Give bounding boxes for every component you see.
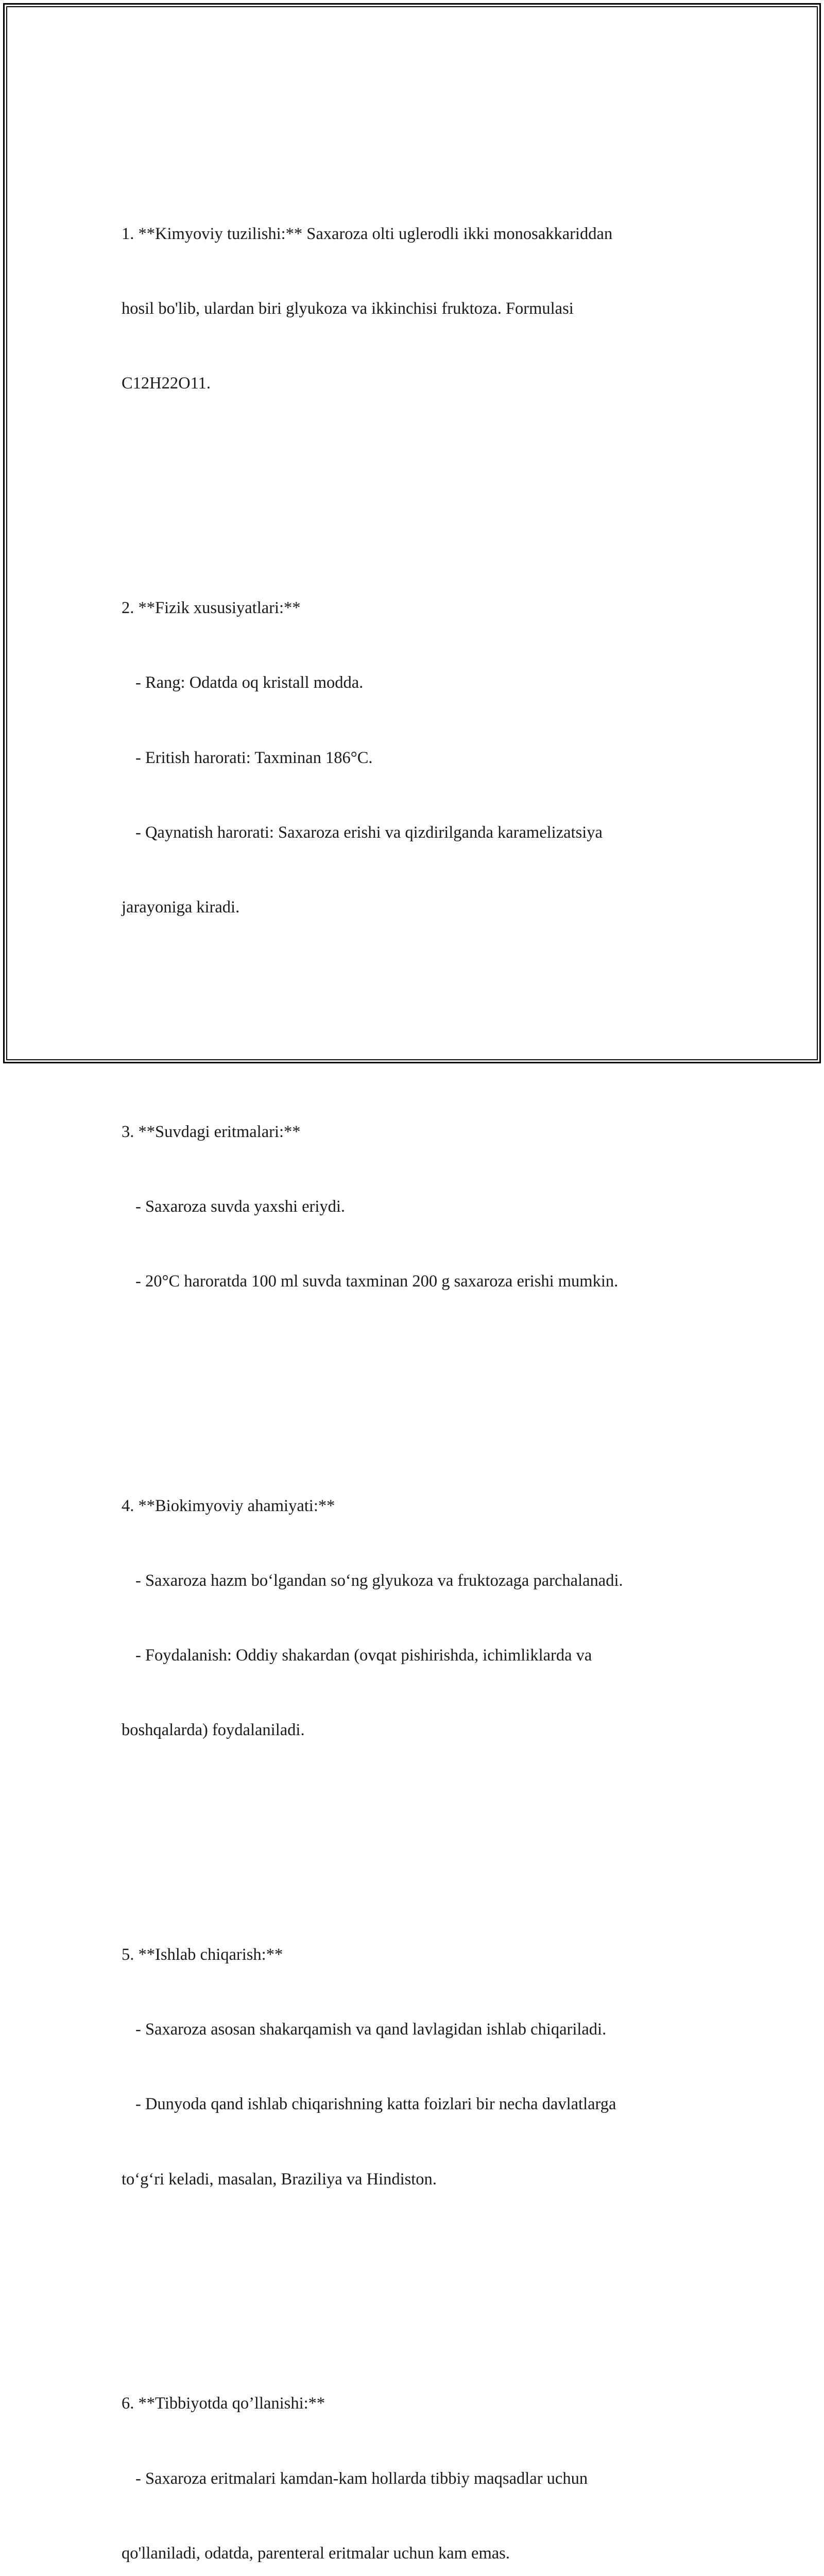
bullet-item: - Saxaroza suvda yaxshi eriydi. [135, 1197, 346, 1216]
bullet-item: - 20°C haroratda 100 ml suvda taxminan 200 g saxaroza erishi mumkin. [135, 1272, 619, 1291]
bullet-item: - Saxaroza eritmalari kamdan-kam hollarda tibbiy maqsadlar uchun [135, 2469, 588, 2488]
text-line: toʻgʻri keladi, masalan, Braziliya va Hindiston. [122, 2170, 437, 2189]
section-physical-properties [122, 546, 703, 970]
section-production [122, 1892, 703, 2242]
bullet-item: - Eritish harorati: Taxminan 186°C. [135, 748, 373, 767]
bullet-item: - Foydalanish: Oddiy shakardan (ovqat pishirishda, ichimliklarda va [135, 1646, 592, 1665]
bullet-item: - Saxaroza hazm boʻlgandan soʻng glyukoza va fruktozaga parchalanadi. [135, 1571, 623, 1590]
section-biochemical-importance [122, 1444, 703, 1793]
section-heading: 5. **Ishlab chiqarish:** [122, 1945, 283, 1964]
text-line: jarayoniga kiradi. [122, 897, 240, 917]
section-heading: 6. **Tibbiyotda qo’llanishi:** [122, 2394, 325, 2413]
text-line: qo'llaniladi, odatda, parenteral eritmalar uchun kam emas. [122, 2544, 510, 2563]
text-line: C12H22O11. [122, 374, 211, 393]
text-line: hosil bo'lib, ulardan biri glyukoza va ikkinchisi fruktoza. Formulasi [122, 299, 574, 318]
bullet-item: - Rang: Odatda oq kristall modda. [135, 673, 364, 692]
section-chemical-structure [122, 172, 703, 446]
section-medical-use [122, 2341, 703, 2576]
section-heading-line: 1. **Kimyoviy tuzilishi:** Saxaroza olti uglerodli ikki monosakkariddan [122, 225, 613, 244]
document-body [122, 97, 703, 2576]
section-heading: 3. **Suvdagi eritmalari:** [122, 1122, 301, 1141]
section-heading: 4. **Biokimyoviy ahamiyati:** [122, 1496, 335, 1515]
bullet-item: - Saxaroza asosan shakarqamish va qand lavlagidan ishlab chiqariladi. [135, 2020, 607, 2039]
section-heading: 2. **Fizik xususiyatlari:** [122, 599, 301, 618]
section-solutions-in-water [122, 1070, 703, 1344]
text-line: boshqalarda) foydalaniladi. [122, 1721, 305, 1740]
bullet-item: - Qaynatish harorati: Saxaroza erishi va qizdirilganda karamelizatsiya [135, 823, 603, 842]
bullet-item: - Dunyoda qand ishlab chiqarishning katta foizlari bir necha davlatlarga [135, 2095, 616, 2114]
